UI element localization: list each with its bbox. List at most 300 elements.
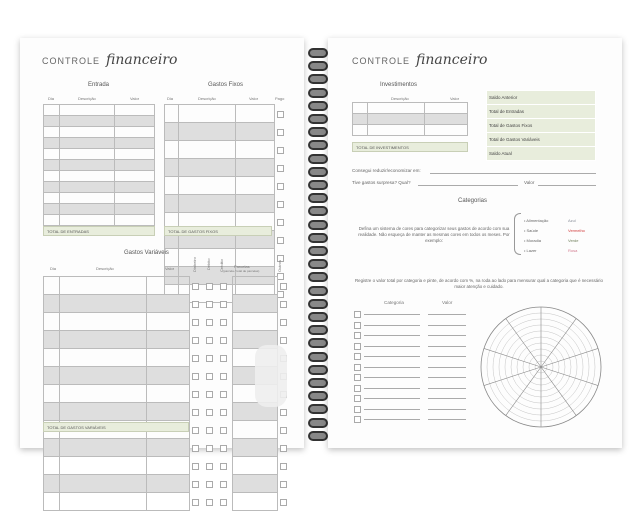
table-cell[interactable]: [115, 105, 155, 116]
checkbox[interactable]: [206, 283, 213, 290]
table-row[interactable]: [44, 313, 295, 331]
table-cell[interactable]: [165, 195, 179, 213]
table-cell[interactable]: [44, 193, 60, 204]
spiral-loop: [308, 154, 328, 164]
table-cell[interactable]: [278, 475, 295, 493]
table-cell[interactable]: [204, 385, 218, 403]
category-checkbox[interactable]: [354, 395, 361, 402]
table-cell[interactable]: [165, 141, 179, 159]
table-cell[interactable]: [44, 367, 60, 385]
col-header-debito: Débito: [206, 258, 211, 270]
checkbox[interactable]: [220, 445, 227, 452]
table-cell[interactable]: [44, 349, 60, 367]
table-cell[interactable]: [146, 457, 190, 475]
table-cell[interactable]: [60, 331, 146, 349]
table-cell[interactable]: [44, 182, 60, 193]
checkbox[interactable]: [206, 409, 213, 416]
category-line[interactable]: [364, 409, 420, 410]
table-cell[interactable]: [115, 160, 155, 171]
table-cell[interactable]: [218, 367, 232, 385]
table-row[interactable]: [44, 193, 155, 204]
category-checkbox[interactable]: [354, 332, 361, 339]
table-cell[interactable]: [60, 182, 115, 193]
checkbox[interactable]: [206, 319, 213, 326]
category-checkbox[interactable]: [354, 406, 361, 413]
spiral-loop: [308, 259, 328, 269]
table-cell[interactable]: [115, 171, 155, 182]
table-row[interactable]: [44, 105, 155, 116]
checkbox[interactable]: [280, 463, 287, 470]
table-cell[interactable]: [44, 105, 60, 116]
table-cell[interactable]: [275, 213, 290, 231]
table-cell[interactable]: [115, 149, 155, 160]
investimentos-table[interactable]: [352, 102, 468, 136]
table-row[interactable]: [165, 195, 290, 213]
table-cell[interactable]: [146, 475, 190, 493]
category-checkbox[interactable]: [354, 385, 361, 392]
value-line[interactable]: [428, 346, 466, 347]
checkbox[interactable]: [192, 319, 199, 326]
table-cell[interactable]: [60, 367, 146, 385]
checkbox[interactable]: [206, 481, 213, 488]
table-cell[interactable]: [190, 475, 204, 493]
table-cell[interactable]: [60, 193, 115, 204]
value-line[interactable]: [428, 409, 466, 410]
value-line[interactable]: [428, 325, 466, 326]
table-row[interactable]: [44, 475, 295, 493]
table-cell[interactable]: [44, 475, 60, 493]
category-checkbox[interactable]: [354, 343, 361, 350]
table-cell[interactable]: [204, 475, 218, 493]
table-cell[interactable]: [275, 123, 290, 141]
table-cell[interactable]: [146, 277, 190, 295]
label-valor: Valor: [524, 180, 535, 185]
table-cell[interactable]: [146, 295, 190, 313]
table-cell[interactable]: [44, 127, 60, 138]
table-cell[interactable]: [179, 105, 236, 123]
table-cell[interactable]: [235, 141, 274, 159]
table-cell[interactable]: [60, 215, 115, 226]
checkbox[interactable]: [277, 147, 284, 154]
checkbox[interactable]: [220, 373, 227, 380]
table-cell[interactable]: [232, 277, 278, 295]
table-cell[interactable]: [232, 493, 278, 511]
checkbox[interactable]: [192, 355, 199, 362]
checkbox[interactable]: [220, 283, 227, 290]
table-row[interactable]: [353, 125, 468, 136]
table-cell[interactable]: [44, 331, 60, 349]
category-line[interactable]: [364, 419, 420, 420]
category-checkbox[interactable]: [354, 353, 361, 360]
table-cell[interactable]: [44, 160, 60, 171]
table-cell[interactable]: [165, 123, 179, 141]
spiral-loop: [308, 193, 328, 203]
table-cell[interactable]: [60, 475, 146, 493]
table-cell[interactable]: [60, 277, 146, 295]
table-cell[interactable]: [232, 313, 278, 331]
checkbox[interactable]: [220, 319, 227, 326]
value-line[interactable]: [428, 356, 466, 357]
table-cell[interactable]: [60, 171, 115, 182]
table-cell[interactable]: [115, 182, 155, 193]
table-row[interactable]: [44, 182, 155, 193]
table-cell[interactable]: [204, 457, 218, 475]
table-cell[interactable]: [235, 195, 274, 213]
table-cell[interactable]: [218, 349, 232, 367]
category-checkbox[interactable]: [354, 374, 361, 381]
table-cell[interactable]: [190, 277, 204, 295]
checkbox[interactable]: [220, 337, 227, 344]
value-line[interactable]: [428, 398, 466, 399]
table-cell[interactable]: [275, 195, 290, 213]
summary-saldo-atual: Saldo Atual: [487, 147, 596, 161]
checkbox[interactable]: [280, 409, 287, 416]
table-row[interactable]: [44, 127, 155, 138]
table-cell[interactable]: [218, 457, 232, 475]
table-cell[interactable]: [218, 421, 232, 439]
table-cell[interactable]: [60, 204, 115, 215]
table-cell[interactable]: [165, 159, 179, 177]
table-cell[interactable]: [146, 403, 190, 421]
table-cell[interactable]: [60, 295, 146, 313]
checkbox[interactable]: [206, 301, 213, 308]
table-cell[interactable]: [190, 295, 204, 313]
checkbox[interactable]: [220, 409, 227, 416]
table-cell[interactable]: [204, 295, 218, 313]
table-cell[interactable]: [204, 403, 218, 421]
entrada-table[interactable]: [43, 104, 155, 226]
table-cell[interactable]: [190, 313, 204, 331]
table-cell[interactable]: [204, 367, 218, 385]
brand-title: CONTROLE financeiro: [42, 52, 178, 68]
table-cell[interactable]: [218, 277, 232, 295]
table-cell[interactable]: [232, 439, 278, 457]
table-cell[interactable]: [278, 439, 295, 457]
table-cell[interactable]: [278, 313, 295, 331]
table-cell[interactable]: [115, 193, 155, 204]
checkbox[interactable]: [192, 427, 199, 434]
table-row[interactable]: [165, 141, 290, 159]
checkbox[interactable]: [277, 165, 284, 172]
table-row[interactable]: [44, 149, 155, 160]
spiral-loop: [308, 391, 328, 401]
spiral-loop: [308, 140, 328, 150]
table-cell[interactable]: [179, 177, 236, 195]
checkbox[interactable]: [206, 373, 213, 380]
table-row[interactable]: [44, 138, 155, 149]
table-cell[interactable]: [179, 195, 236, 213]
table-cell[interactable]: [232, 457, 278, 475]
answer-line-reduzir[interactable]: [430, 173, 596, 174]
checkbox[interactable]: [192, 301, 199, 308]
table-cell[interactable]: [44, 295, 60, 313]
gastos-fixos-table[interactable]: [164, 104, 290, 303]
table-row[interactable]: [165, 249, 290, 267]
table-row[interactable]: [165, 177, 290, 195]
table-cell[interactable]: [190, 385, 204, 403]
table-cell[interactable]: [218, 493, 232, 511]
table-row[interactable]: [353, 114, 468, 125]
table-cell[interactable]: [278, 277, 295, 295]
category-line[interactable]: [364, 367, 420, 368]
table-cell[interactable]: [204, 439, 218, 457]
table-cell[interactable]: [60, 349, 146, 367]
table-cell[interactable]: [115, 138, 155, 149]
table-cell[interactable]: [44, 116, 60, 127]
table-cell[interactable]: [235, 159, 274, 177]
table-cell[interactable]: [44, 277, 60, 295]
table-row[interactable]: [44, 439, 295, 457]
table-cell[interactable]: [115, 116, 155, 127]
total-investimentos: TOTAL DE INVESTIMENTOS: [352, 142, 468, 152]
table-cell[interactable]: [146, 439, 190, 457]
table-cell[interactable]: [232, 421, 278, 439]
checkbox[interactable]: [280, 301, 287, 308]
table-row[interactable]: [44, 403, 295, 421]
table-cell[interactable]: [44, 215, 60, 226]
table-cell[interactable]: [424, 125, 467, 136]
value-line[interactable]: [428, 419, 466, 420]
table-cell[interactable]: [44, 439, 60, 457]
table-cell[interactable]: [190, 493, 204, 511]
checkbox[interactable]: [280, 283, 287, 290]
table-cell[interactable]: [424, 103, 467, 114]
checkbox[interactable]: [280, 481, 287, 488]
category-line[interactable]: [364, 335, 420, 336]
table-cell[interactable]: [275, 105, 290, 123]
checkbox[interactable]: [220, 391, 227, 398]
category-checkbox[interactable]: [354, 364, 361, 371]
table-cell[interactable]: [179, 123, 236, 141]
table-cell[interactable]: [190, 331, 204, 349]
table-cell[interactable]: [44, 313, 60, 331]
value-line[interactable]: [428, 314, 466, 315]
table-cell[interactable]: [367, 103, 424, 114]
category-line[interactable]: [364, 377, 420, 378]
answer-line-valor[interactable]: [538, 185, 596, 186]
table-cell[interactable]: [367, 114, 424, 125]
table-cell[interactable]: [190, 403, 204, 421]
table-cell[interactable]: [146, 385, 190, 403]
table-row[interactable]: [165, 123, 290, 141]
table-cell[interactable]: [235, 105, 274, 123]
table-cell[interactable]: [179, 141, 236, 159]
table-cell[interactable]: [146, 331, 190, 349]
checkbox[interactable]: [192, 445, 199, 452]
table-cell[interactable]: [353, 103, 368, 114]
table-cell[interactable]: [218, 385, 232, 403]
table-cell[interactable]: [367, 125, 424, 136]
category-line[interactable]: [364, 314, 420, 315]
table-cell[interactable]: [44, 403, 60, 421]
table-cell[interactable]: [218, 403, 232, 421]
table-cell[interactable]: [190, 367, 204, 385]
table-cell[interactable]: [44, 138, 60, 149]
checkbox[interactable]: [206, 445, 213, 452]
table-cell[interactable]: [115, 204, 155, 215]
table-row[interactable]: [44, 295, 295, 313]
table-cell[interactable]: [235, 177, 274, 195]
table-row[interactable]: [44, 457, 295, 475]
table-cell[interactable]: [60, 439, 146, 457]
table-cell[interactable]: [44, 204, 60, 215]
table-row[interactable]: [44, 116, 155, 127]
table-cell[interactable]: [275, 141, 290, 159]
category-line[interactable]: [364, 325, 420, 326]
table-cell[interactable]: [232, 295, 278, 313]
category-checkbox[interactable]: [354, 416, 361, 423]
table-cell[interactable]: [60, 138, 115, 149]
table-cell[interactable]: [44, 171, 60, 182]
brace: [514, 213, 521, 255]
table-cell[interactable]: [165, 177, 179, 195]
table-cell[interactable]: [146, 313, 190, 331]
checkbox[interactable]: [277, 201, 284, 208]
col-header-pago: Pago: [275, 96, 285, 101]
table-cell[interactable]: [218, 475, 232, 493]
value-line[interactable]: [428, 367, 466, 368]
category-line[interactable]: [364, 346, 420, 347]
table-row[interactable]: [44, 160, 155, 171]
total-gastos-fixos: TOTAL DE GASTOS FIXOS: [164, 226, 272, 236]
table-cell[interactable]: [115, 127, 155, 138]
table-cell[interactable]: [190, 457, 204, 475]
table-cell[interactable]: [275, 231, 290, 249]
table-cell[interactable]: [204, 493, 218, 511]
table-cell[interactable]: [60, 160, 115, 171]
table-cell[interactable]: [44, 385, 60, 403]
table-cell[interactable]: [60, 403, 146, 421]
table-cell[interactable]: [218, 295, 232, 313]
table-cell[interactable]: [204, 421, 218, 439]
checkbox[interactable]: [220, 301, 227, 308]
category-checkbox[interactable]: [354, 322, 361, 329]
table-row[interactable]: [44, 331, 295, 349]
value-line[interactable]: [428, 335, 466, 336]
category-line[interactable]: [364, 398, 420, 399]
table-row[interactable]: [165, 105, 290, 123]
category-line[interactable]: [364, 388, 420, 389]
checkbox[interactable]: [206, 427, 213, 434]
table-cell[interactable]: [278, 421, 295, 439]
table-cell[interactable]: [115, 215, 155, 226]
table-cell[interactable]: [232, 475, 278, 493]
checkbox[interactable]: [277, 129, 284, 136]
table-cell[interactable]: [204, 349, 218, 367]
table-cell[interactable]: [179, 159, 236, 177]
table-row[interactable]: [44, 277, 295, 295]
table-cell[interactable]: [204, 313, 218, 331]
table-cell[interactable]: [165, 105, 179, 123]
table-cell[interactable]: [275, 159, 290, 177]
table-cell[interactable]: [146, 367, 190, 385]
spiral-loop: [308, 127, 328, 137]
table-cell[interactable]: [60, 457, 146, 475]
checkbox[interactable]: [220, 481, 227, 488]
checkbox[interactable]: [280, 337, 287, 344]
table-row[interactable]: [165, 159, 290, 177]
table-cell[interactable]: [44, 457, 60, 475]
table-cell[interactable]: [60, 149, 115, 160]
total-gastos-variaveis: TOTAL DE GASTOS VARIÁVEIS: [43, 422, 189, 432]
table-cell[interactable]: [278, 457, 295, 475]
checkbox[interactable]: [192, 463, 199, 470]
wheel-spoke: [541, 318, 576, 367]
table-row[interactable]: [44, 171, 155, 182]
table-cell[interactable]: [60, 385, 146, 403]
checkbox[interactable]: [277, 183, 284, 190]
checkbox[interactable]: [280, 445, 287, 452]
table-cell[interactable]: [275, 177, 290, 195]
checkbox[interactable]: [280, 319, 287, 326]
table-row[interactable]: [44, 493, 295, 511]
table-cell[interactable]: [235, 123, 274, 141]
checkbox[interactable]: [192, 481, 199, 488]
checkbox[interactable]: [206, 463, 213, 470]
table-row[interactable]: [353, 103, 468, 114]
checkbox[interactable]: [192, 373, 199, 380]
table-cell[interactable]: [204, 277, 218, 295]
checkbox[interactable]: [277, 219, 284, 226]
checkbox[interactable]: [206, 355, 213, 362]
answer-line-surpresa[interactable]: [418, 185, 518, 186]
table-cell[interactable]: [190, 439, 204, 457]
checkbox[interactable]: [192, 391, 199, 398]
checkbox[interactable]: [220, 463, 227, 470]
table-cell[interactable]: [60, 105, 115, 116]
checkbox[interactable]: [277, 111, 284, 118]
table-cell[interactable]: [60, 493, 146, 511]
table-cell[interactable]: [44, 149, 60, 160]
table-row[interactable]: [44, 204, 155, 215]
checkbox[interactable]: [220, 355, 227, 362]
table-cell[interactable]: [146, 493, 190, 511]
table-cell[interactable]: [44, 493, 60, 511]
table-cell[interactable]: [190, 421, 204, 439]
table-cell[interactable]: [353, 114, 368, 125]
table-cell[interactable]: [60, 313, 146, 331]
category-example-color: Rosa: [568, 248, 578, 253]
category-line[interactable]: [364, 356, 420, 357]
checkbox[interactable]: [277, 237, 284, 244]
table-cell[interactable]: [278, 493, 295, 511]
table-row[interactable]: [44, 215, 155, 226]
table-cell[interactable]: [60, 127, 115, 138]
value-line[interactable]: [428, 377, 466, 378]
table-cell[interactable]: [218, 331, 232, 349]
table-cell[interactable]: [218, 439, 232, 457]
checkbox[interactable]: [192, 337, 199, 344]
category-wheel[interactable]: [476, 302, 606, 432]
checkbox[interactable]: [280, 427, 287, 434]
checkbox[interactable]: [206, 391, 213, 398]
checkbox[interactable]: [206, 337, 213, 344]
table-cell[interactable]: [190, 349, 204, 367]
table-cell[interactable]: [204, 331, 218, 349]
checkbox[interactable]: [192, 409, 199, 416]
table-cell[interactable]: [218, 313, 232, 331]
table-cell[interactable]: [60, 116, 115, 127]
category-checkbox[interactable]: [354, 311, 361, 318]
checkbox[interactable]: [220, 427, 227, 434]
table-cell[interactable]: [278, 295, 295, 313]
table-cell[interactable]: [424, 114, 467, 125]
table-cell[interactable]: [353, 125, 368, 136]
table-cell[interactable]: [146, 349, 190, 367]
value-line[interactable]: [428, 388, 466, 389]
section-title-categorias: Categorias: [458, 198, 488, 204]
checkbox[interactable]: [192, 283, 199, 290]
